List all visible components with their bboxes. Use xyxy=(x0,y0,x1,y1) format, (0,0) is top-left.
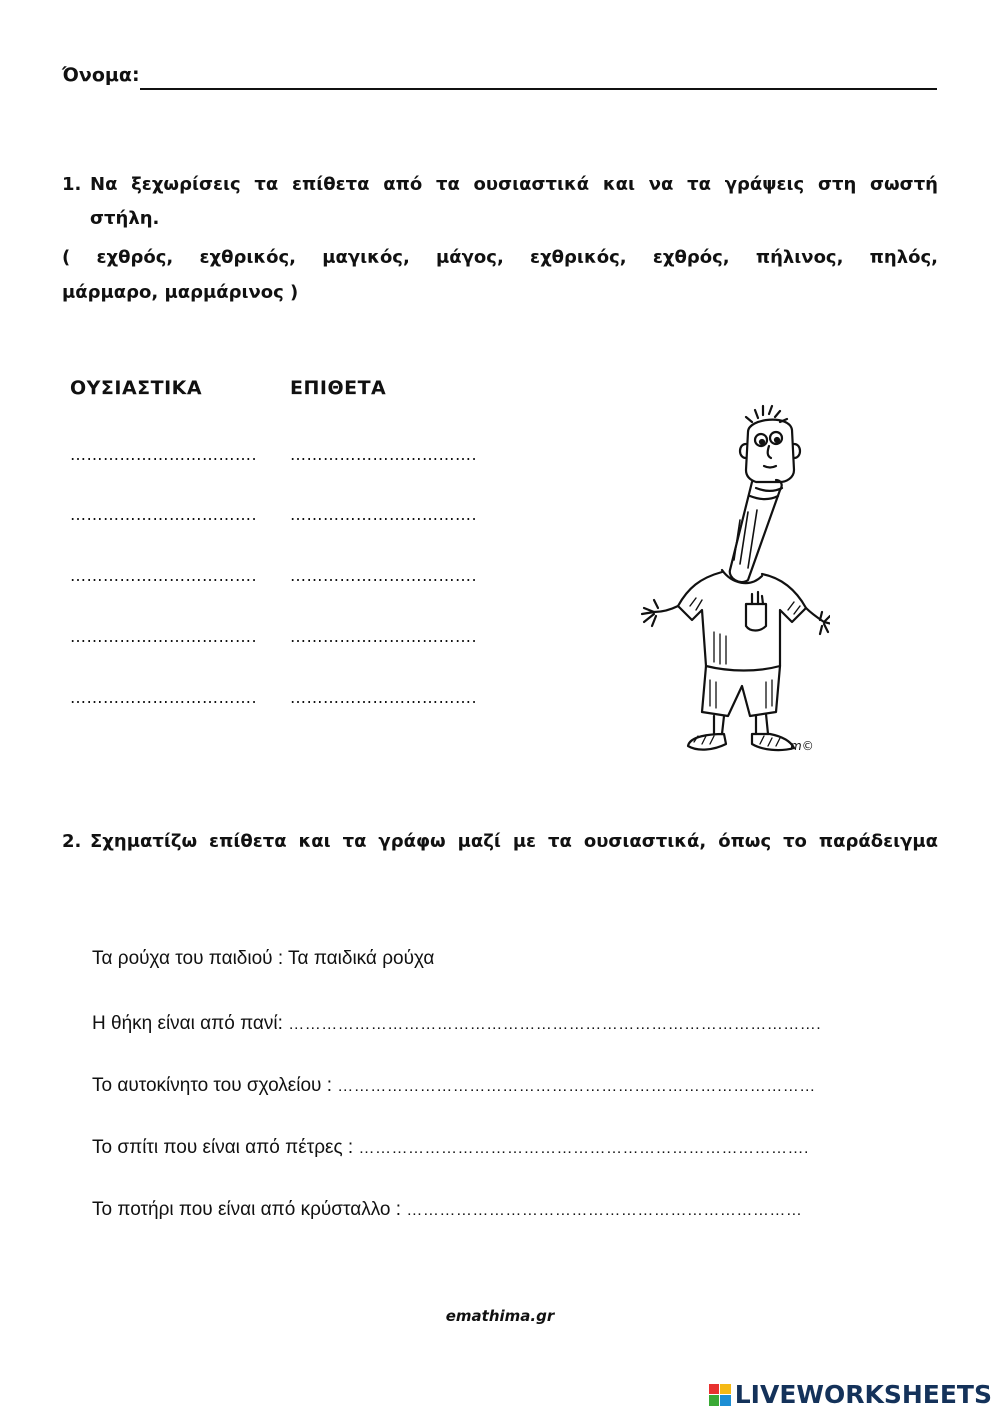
q2-item-2-prompt: Το αυτοκίνητο του σχολείου : xyxy=(92,1075,332,1096)
q1-words-line2: μάρμαρο, μαρμάρινος ) xyxy=(62,282,299,303)
q2-instruction: Σχηματίζω επίθετα και τα γράφω μαζί με τα ουσιαστικά, όπως το παράδειγμα xyxy=(90,831,938,852)
liveworksheets-brand-text: LIVEWORKSHEETS xyxy=(734,1380,992,1409)
q2-item-2 xyxy=(92,1075,816,1097)
noun-blank-5[interactable]: ……………………………. xyxy=(70,688,258,707)
column-header-adjectives: ΕΠΙΘΕΤΑ xyxy=(290,377,387,399)
noun-blank-2[interactable]: ……………………………. xyxy=(70,505,258,524)
q2-item-1 xyxy=(92,1013,821,1035)
q1-instruction-line1: Να ξεχωρίσεις τα επίθετα από τα ουσιαστικά και να τα γράψεις στη σωστή xyxy=(90,174,938,195)
q2-item-4-blank[interactable]: ……………………………………………………………… xyxy=(406,1202,803,1219)
q1-instruction-line2: στήλη. xyxy=(90,208,160,229)
noun-blank-3[interactable]: ……………………………. xyxy=(70,566,258,585)
source-footer: emathima.gr xyxy=(445,1307,555,1325)
q2-item-3 xyxy=(92,1137,809,1159)
liveworksheets-logo-icon xyxy=(709,1384,731,1406)
name-label: Όνομα: xyxy=(62,64,140,86)
q2-item-4-prompt: Το ποτήρι που είναι από κρύσταλλο : xyxy=(92,1199,402,1220)
q2-item-3-prompt: Το σπίτι που είναι από πέτρες : xyxy=(92,1137,354,1158)
adjective-blank-3[interactable]: ……………………………. xyxy=(290,566,478,585)
noun-blank-1[interactable]: ……………………………. xyxy=(70,445,258,464)
q1-number: 1. xyxy=(62,174,82,195)
adjective-blank-5[interactable]: ……………………………. xyxy=(290,688,478,707)
q2-item-1-prompt: Η θήκη είναι από πανί: xyxy=(92,1013,283,1034)
adjective-blank-4[interactable]: ……………………………. xyxy=(290,627,478,646)
q2-item-1-blank[interactable]: ……………………………………………………………………………………. xyxy=(288,1016,822,1033)
artist-signature: m© xyxy=(790,739,814,753)
q2-item-2-blank[interactable]: …………………………………………………………………………… xyxy=(337,1078,816,1095)
adjective-blank-2[interactable]: ……………………………. xyxy=(290,505,478,524)
noun-blank-4[interactable]: ……………………………. xyxy=(70,627,258,646)
q2-number: 2. xyxy=(62,831,82,852)
name-input-line[interactable] xyxy=(140,88,937,90)
column-header-nouns: ΟΥΣΙΑΣΤΙΚΑ xyxy=(70,377,203,399)
adjective-blank-1[interactable]: ……………………………. xyxy=(290,445,478,464)
cartoon-long-neck-man-illustration xyxy=(630,400,830,760)
q2-item-3-blank[interactable]: ………………………………………………………………………. xyxy=(358,1140,809,1157)
liveworksheets-brand[interactable] xyxy=(709,1380,992,1409)
q1-words-line1: ( εχθρός, εχθρικός, μαγικός, μάγος, εχθρικός, εχθρός, πήλινος, πηλός, xyxy=(62,247,938,268)
q2-item-4 xyxy=(92,1199,802,1221)
q2-example: Τα ρούχα του παιδιού : Τα παιδικά ρούχα xyxy=(92,948,435,969)
